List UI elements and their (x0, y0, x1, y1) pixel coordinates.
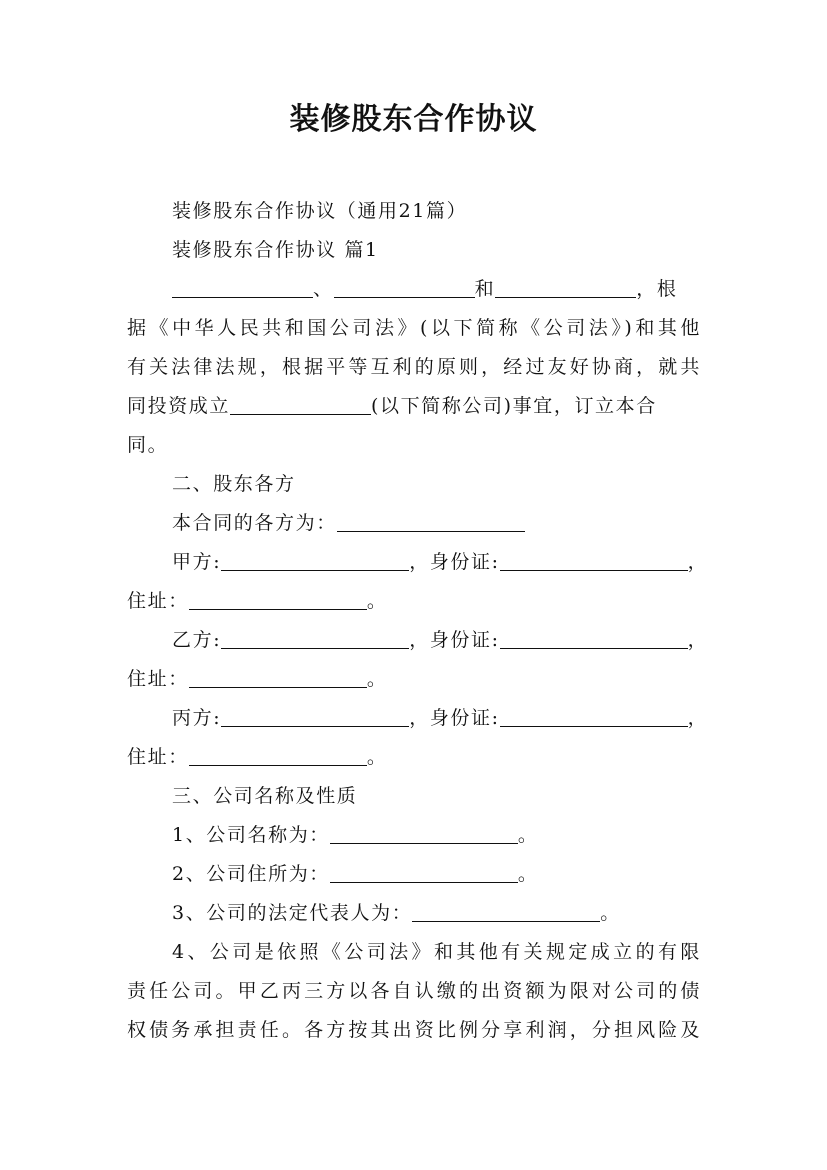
id-label: 身份证: (429, 551, 500, 573)
comma: ， (409, 707, 430, 729)
intro-line-4 (127, 387, 701, 426)
section-3-heading: 三、公司名称及性质 (172, 785, 358, 807)
party-row (127, 699, 709, 738)
item-label: 3、公司的法定代表人为： (172, 902, 413, 924)
legal-rep-line (127, 894, 701, 933)
address-label: 住址： (127, 746, 189, 768)
blank-parties[interactable] (337, 509, 525, 532)
intro-line-1 (127, 270, 701, 309)
party-label: 丙方: (172, 707, 222, 729)
parties-label: 本合同的各方为： (172, 512, 337, 534)
subtitle: 装修股东合作协议（通用21篇） (172, 200, 468, 222)
address-row (127, 660, 701, 699)
blank-address[interactable] (189, 743, 367, 766)
comma: ， (409, 551, 430, 573)
blank-party-c[interactable] (495, 275, 636, 298)
party-label: 乙方: (172, 629, 222, 651)
item4-line-3: 权债务承担责任。各方按其出资比例分享利润，分担风险及 (127, 1019, 701, 1041)
id-label: 身份证: (429, 707, 500, 729)
id-label: 身份证: (429, 629, 500, 651)
blank-party-name[interactable] (221, 548, 409, 571)
section-2-heading: 二、股东各方 (172, 473, 296, 495)
item-label: 2、公司住所为： (172, 863, 330, 885)
company-name-line (127, 816, 701, 855)
address-row (127, 582, 701, 621)
intro-line-3: 有关法律法规，根据平等互利的原则，经过友好协商，就共 (127, 356, 701, 378)
blank-id-number[interactable] (500, 548, 688, 571)
period: 。 (517, 863, 539, 885)
blank-id-number[interactable] (500, 704, 688, 727)
blank-id-number[interactable] (500, 626, 688, 649)
period: 。 (366, 590, 388, 612)
separator: 、 (313, 278, 334, 300)
period: 。 (600, 902, 621, 924)
document-title: 装修股东合作协议 (289, 102, 538, 137)
intro-line-2: 据《中华人民共和国公司法》(以下简称《公司法》)和其他 (127, 317, 701, 339)
blank-address[interactable] (189, 665, 367, 688)
party-label: 甲方: (172, 551, 222, 573)
separator: 和 (474, 278, 496, 300)
address-label: 住址： (127, 668, 189, 690)
period: 。 (517, 824, 539, 846)
item4-line-1: 4、公司是依照《公司法》和其他有关规定成立的有限 (172, 941, 701, 963)
address-row (127, 738, 701, 777)
comma: ， (409, 629, 430, 651)
item4-line-2: 责任公司。甲乙丙三方以各自认缴的出资额为限对公司的债 (127, 980, 701, 1002)
blank-party-name[interactable] (221, 626, 409, 649)
company-address-line (127, 855, 701, 894)
item-label: 1、公司名称为： (172, 824, 330, 846)
piece-heading: 装修股东合作协议 篇1 (172, 239, 379, 261)
blank-company-address[interactable] (330, 860, 518, 883)
intro-text: (以下简称公司)事宜，订立本合 (371, 395, 657, 417)
blank-party-a[interactable] (172, 275, 313, 298)
parties-line (127, 504, 701, 543)
blank-address[interactable] (189, 587, 367, 610)
period: 。 (366, 746, 388, 768)
blank-legal-rep[interactable] (412, 899, 600, 922)
intro-text: ，根 (636, 278, 678, 300)
comma: ， (687, 629, 709, 651)
party-row (127, 621, 709, 660)
comma: ， (687, 551, 709, 573)
blank-company-name[interactable] (230, 392, 371, 415)
period: 。 (366, 668, 388, 690)
blank-company-name[interactable] (330, 821, 518, 844)
blank-party-b[interactable] (334, 275, 475, 298)
party-row (127, 543, 709, 582)
intro-line-5: 同。 (127, 434, 169, 456)
address-label: 住址： (127, 590, 189, 612)
blank-party-name[interactable] (221, 704, 409, 727)
intro-text: 同投资成立 (127, 395, 231, 417)
comma: ， (687, 707, 709, 729)
